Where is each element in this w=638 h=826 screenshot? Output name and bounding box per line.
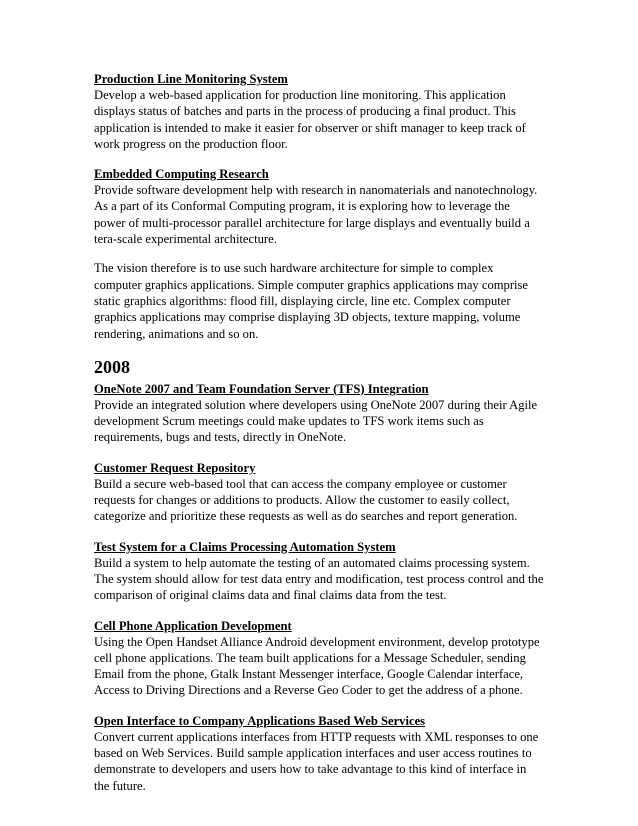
project-description: Build a secure web-based tool that can access the company employee or customer requests for changes or additions to products. Allow the customer to easily collect, categorize and prioritize these requests as well as do searches and report generation.: [94, 476, 518, 524]
year-heading: 2008: [94, 356, 130, 377]
project-title: Cell Phone Application Development: [94, 618, 292, 633]
project-description: Using the Open Handset Alliance Android development environment, develop prototype cell phone applications. The team built applications for a Message Scheduler, sending Email from the phone, Gtalk Instant Messenger interface, Google Calendar interface, Access to Driving Directions and a Reverse Geo Coder to get the address of a phone.: [94, 634, 540, 698]
project-description: Develop a web-based application for production line monitoring. This application displays status of batches and parts in the process of producing a final product. This application is intended to make it easier for observer or shift manager to keep track of work progress on the production floor.: [94, 88, 526, 151]
project-title: OneNote 2007 and Team Foundation Server (TFS) Integration: [94, 381, 429, 396]
project-section: [94, 166, 544, 342]
project-section: [94, 381, 544, 446]
project-title: Production Line Monitoring System: [94, 72, 288, 86]
project-description: Provide software development help with research in nanomaterials and nanotechnology. As a part of its Conformal Computing program, it is exploring how to leverage the power of multi-processor parallel architecture for large displays and eventually build a tera-scale experimental architecture.: [94, 183, 538, 247]
project-description: The vision therefore is to use such hardware architecture for simple to complex computer graphics applications. Simple computer graphics applications may comprise static graphics algorithms: flood fill, displaying circle, line etc. Complex computer graphics applications may comprise displaying 3D objects, texture mapping, volume rendering, animations and so on.: [94, 261, 529, 341]
project-description: Convert current applications interfaces from HTTP requests with XML responses to one based on Web Services. Build sample application interfaces and user access routines to demonstrate to developers and users how to take advantage to this kind of interface in the future.: [94, 729, 539, 793]
project-title: Customer Request Repository: [94, 460, 256, 475]
document-page: [94, 71, 544, 808]
project-title: Test System for a Claims Processing Automation System: [94, 539, 396, 554]
project-description: Build a system to help automate the testing of an automated claims processing system. The system should allow for test data entry and modification, test process control and the comparison of original claims data and final claims data from the test.: [94, 555, 544, 603]
project-section: [94, 713, 544, 794]
project-section: [94, 71, 544, 152]
project-title: Embedded Computing Research: [94, 167, 269, 182]
project-section: [94, 618, 544, 699]
project-title: Open Interface to Company Applications Based Web Services: [94, 713, 426, 728]
project-section: [94, 539, 544, 604]
project-section: [94, 460, 544, 525]
project-description: Provide an integrated solution where developers using OneNote 2007 during their Agile development Scrum meetings could make updates to TFS work items such as requirements, bugs and tests, directly in OneNote.: [94, 397, 538, 445]
